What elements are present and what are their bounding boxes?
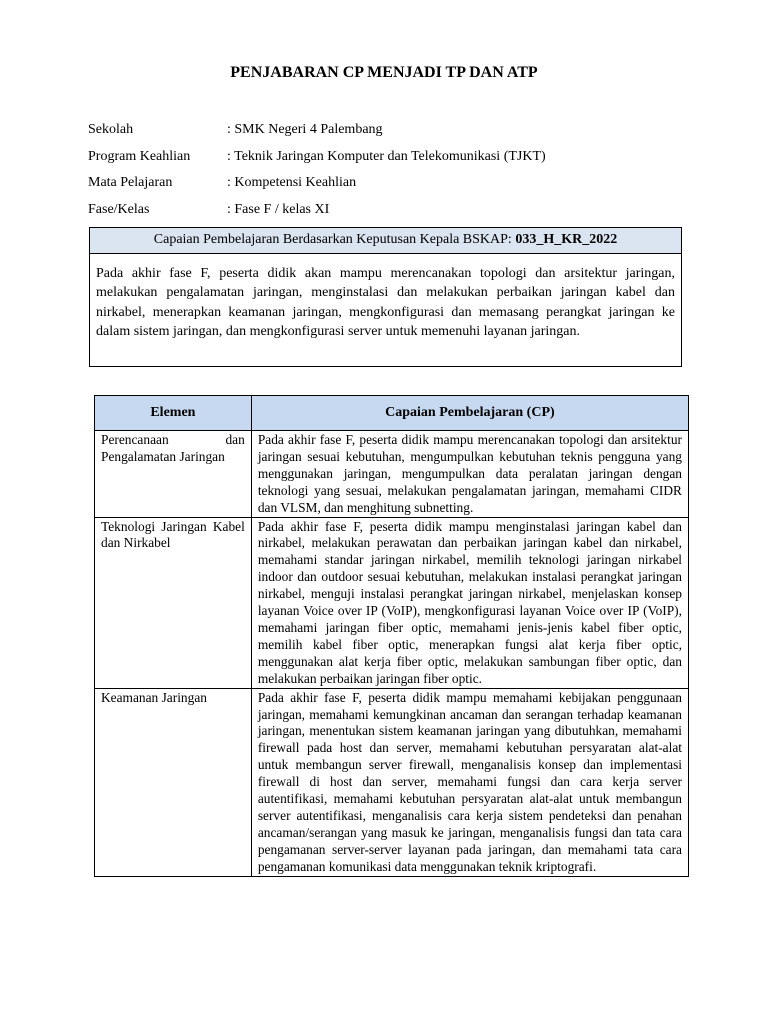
meta-label: Mata Pelajaran: [88, 175, 173, 190]
meta-row-fase-kelas: [88, 200, 546, 227]
elemen-cell: Keamanan Jaringan: [95, 688, 252, 876]
capaian-header-code: 033_H_KR_2022: [515, 232, 618, 247]
capaian-header-text: Capaian Pembelajaran Berdasarkan Keputusan Kepala BSKAP:: [153, 232, 516, 247]
document-meta: [88, 120, 546, 226]
cp-cell: Pada akhir fase F, peserta didik mampu merencanakan topologi dan arsitektur jaringan sesuai kebutuhan, mengumpulkan kebutuhan teknis pengguna yang menggunakan jaringan, mengumpulkan data peralatan jaringan dengan teknologi yang sesuai, melakukan pengalamatan jaringan, memahami CIDR dan VLSM, dan menghitung subnetting.: [251, 431, 688, 518]
meta-row-mata-pelajaran: [88, 173, 546, 200]
capaian-header: [90, 228, 681, 254]
column-header-elemen: Elemen: [95, 396, 252, 431]
page-title: PENJABARAN CP MENJADI TP DAN ATP: [230, 64, 538, 81]
table-row: [95, 688, 689, 876]
meta-label: Program Keahlian: [88, 148, 191, 164]
table-row: [95, 517, 689, 688]
elemen-cell: Perencanaan dan Pengalamatan Jaringan: [95, 431, 252, 518]
elemen-cell: Teknologi Jaringan Kabel dan Nirkabel: [95, 517, 252, 688]
capaian-box: [89, 227, 682, 367]
capaian-body: Pada akhir fase F, peserta didik akan mampu merencanakan topologi dan arsitektur jaringan, melakukan pengalamatan jaringan, menginstalasi dan melakukan perbaikan jaringan kabel dan nirkabel, menerapkan keamanan jaringan, mengkonfigurasi dan memasang perangkat jaringan ke dalam sistem jaringan, dan mengkonfigurasi server untuk memenuhi layanan jaringan.: [96, 266, 675, 339]
table-header-row: [95, 396, 689, 431]
column-header-cp: Capaian Pembelajaran (CP): [251, 396, 688, 431]
meta-label: Sekolah: [88, 122, 134, 137]
meta-value: : Teknik Jaringan Komputer dan Telekomunikasi (TJKT): [227, 148, 546, 164]
cp-cell: Pada akhir fase F, peserta didik mampu memahami kebijakan penggunaan jaringan, memahami kemungkinan ancaman dan serangan terhadap keamanan jaringan, menentukan sistem keamanan jaringan yang dibutuhkan, memahami firewall pada host dan server, memahami kebutuhan persyaratan alat-alat untuk membangun server firewall, menganalisis konsep dan implementasi firewall di host dan server, memahami fungsi dan cara kerja server autentifikasi, memahami kebutuhan persyaratan alat-alat untuk membangun server autentifikasi, menganalisis cara kerja sistem pendeteksi dan penahan ancaman/serangan yang masuk ke jaringan, menganalisis fungsi dan tata cara pengamanan server-server layanan pada jaringan, dan memahami tata cara pengamanan komunikasi data menggunakan teknik kriptografi.: [251, 688, 688, 876]
meta-row-sekolah: [88, 120, 546, 147]
meta-value: : Kompetensi Keahlian: [227, 175, 357, 190]
table-row: [95, 431, 689, 518]
meta-label: Fase/Kelas: [88, 201, 150, 217]
cp-table: [94, 395, 689, 877]
meta-row-program-keahlian: [88, 147, 546, 174]
meta-value: : SMK Negeri 4 Palembang: [227, 122, 383, 137]
meta-value: : Fase F / kelas XI: [227, 201, 330, 217]
cp-cell: Pada akhir fase F, peserta didik mampu menginstalasi jaringan kabel dan nirkabel, melakukan perawatan dan perbaikan jaringan kabel dan nirkabel, memahami standar jaringan nirkabel, memilih teknologi jaringan nirkabel indoor dan outdoor sesuai kebutuhan, melakukan instalasi perangkat jaringan nirkabel, menguji instalasi perangkat jaringan nirkabel, menjelaskan konsep layanan Voice over IP (VoIP), mengkonfigurasi layanan Voice over IP (VoIP), memahami jaringan fiber optic, memahami jenis-jenis kabel fiber optic, memilih kabel fiber optic, menerapkan fungsi alat kerja fiber optic, menggunakan alat kerja fiber optic, melakukan sambungan fiber optic, dan melakukan perbaikan jaringan fiber optic.: [251, 517, 688, 688]
